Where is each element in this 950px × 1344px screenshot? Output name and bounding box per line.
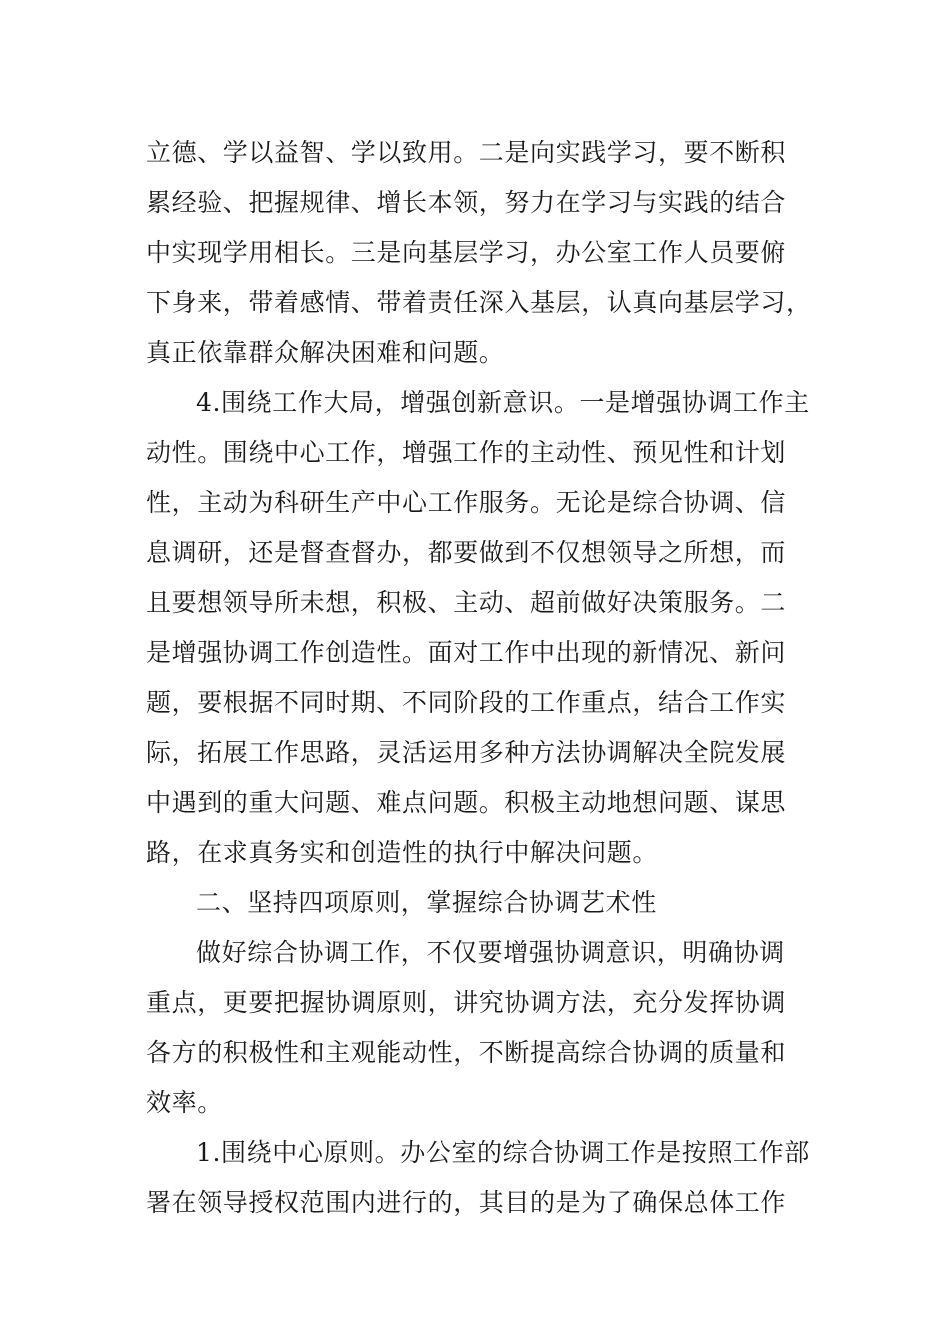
text-line: 下身来，带着感情、带着责任深入基层，认真向基层学习，: [146, 288, 812, 317]
text-line: 中实现学用相长。三是向基层学习，办公室工作人员要俯: [146, 238, 787, 267]
text-line: 累经验、把握规律、增长本领，努力在学习与实践的结合: [146, 188, 787, 217]
text-line: 效率。: [146, 1088, 223, 1117]
text-line: 中遇到的重大问题、难点问题。积极主动地想问题、谋思: [146, 788, 787, 817]
text-line: 且要想领导所未想，积极、主动、超前做好决策服务。二: [146, 588, 787, 617]
paragraph-start: 1.围绕中心原则。办公室的综合协调工作是按照工作部: [196, 1138, 810, 1167]
text-line: 题，要根据不同时期、不同阶段的工作重点，结合工作实: [146, 688, 787, 717]
text-line: 息调研，还是督查督办，都要做到不仅想领导之所想，而: [146, 538, 787, 567]
text-line: 重点，更要把握协调原则，讲究协调方法，充分发挥协调: [146, 988, 787, 1017]
text-line: 署在领导授权范围内进行的，其目的是为了确保总体工作: [146, 1188, 787, 1217]
text-line: 性，主动为科研生产中心工作服务。无论是综合协调、信: [146, 488, 787, 517]
text-line: 立德、学以益智、学以致用。二是向实践学习，要不断积: [146, 138, 787, 167]
paragraph-start: 做好综合协调工作，不仅要增强协调意识，明确协调: [196, 938, 785, 967]
text-line: 各方的积极性和主观能动性，不断提高综合协调的质量和: [146, 1038, 787, 1067]
text-line: 路，在求真务实和创造性的执行中解决问题。: [146, 838, 659, 867]
paragraph-start: 4.围绕工作大局，增强创新意识。一是增强协调工作主: [196, 388, 810, 417]
section-heading: 二、坚持四项原则，掌握综合协调艺术性: [196, 888, 657, 917]
text-line: 真正依靠群众解决困难和问题。: [146, 338, 505, 367]
text-line: 动性。围绕中心工作，增强工作的主动性、预见性和计划: [146, 438, 787, 467]
text-line: 际，拓展工作思路，灵活运用多种方法协调解决全院发展: [146, 738, 787, 767]
text-line: 是增强协调工作创造性。面对工作中出现的新情况、新问: [146, 638, 787, 667]
